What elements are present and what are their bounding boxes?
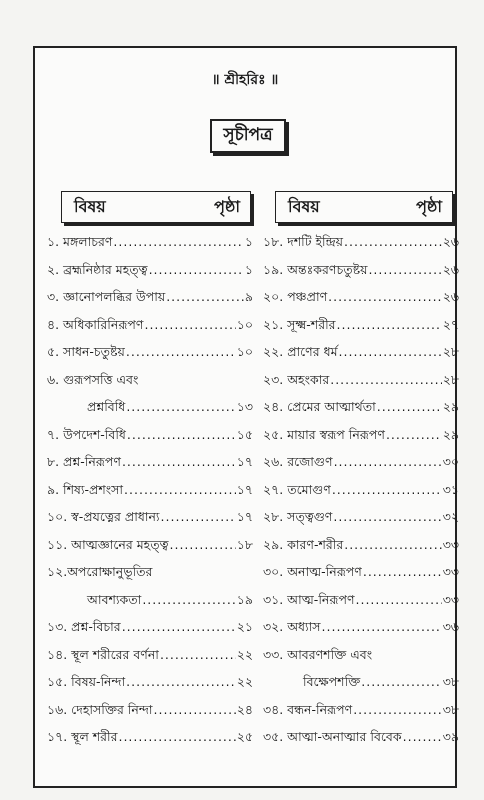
toc-entry [263,647,459,675]
toc-entry [47,509,253,537]
toc-entry-page: ৩০ [442,454,459,469]
dot-leader [166,289,244,304]
column-header [61,191,251,223]
dot-leader [377,399,442,414]
toc-entry-page: ১০ [236,344,253,359]
toc-entry [263,262,459,290]
header-subject: বিষয় [74,196,106,216]
toc-entry-title: আবশ্যকতা [87,591,142,607]
toc-entry-title: ৩২. অধ্যাস [263,619,321,634]
dot-leader [386,427,442,442]
toc-entry-page: ১৭ [236,454,253,469]
toc-entry [47,289,253,317]
toc-entry [263,399,459,427]
toc-entry-title: ২৮. সত্ত্বগুণ [263,509,333,524]
toc-entry-title: ৩৩. আবরণশক্তি এবং [263,646,373,662]
toc-entry [263,729,459,757]
toc-entry-page: ২৬ [442,289,459,304]
dot-leader [344,234,442,249]
toc-entry-page: ১৭ [236,509,253,524]
toc-entry-page: ৩২ [442,509,459,524]
toc-entry-page: ২২ [236,646,253,662]
dot-leader [337,317,442,332]
toc-entry-title: ২০. পঞ্চপ্রাণ [263,289,328,304]
toc-entry [47,344,253,372]
toc-entry [47,262,253,290]
toc-entry [47,592,253,620]
dot-leader [113,234,243,249]
toc-entry [47,647,253,675]
toc-entry [263,702,459,730]
header-page: পৃষ্ঠা [416,196,442,216]
toc-entry-title: ১. মঙ্গলাচরণ [47,234,113,249]
toc-entry [263,317,459,345]
toc-entry-page: ২৫ [236,729,253,744]
toc-entry-page: ৩৮ [442,701,459,717]
dot-leader [126,674,236,689]
toc-entry [263,592,459,620]
dot-leader [368,262,441,277]
toc-entry-page: ২৯ [442,399,459,414]
dot-leader [161,509,236,524]
dot-leader [118,729,235,744]
toc-entry-title: ২২. প্রাণের ধর্ম [263,344,338,359]
toc-entry-page: ২৬ [442,234,459,249]
dot-leader [322,619,442,634]
dot-leader [149,262,244,277]
dot-leader [339,344,442,359]
toc-entry [263,619,459,647]
dot-leader [142,592,235,607]
toc-entry-page: ৩৩ [442,564,459,579]
toc-entry-page: ১৮ [236,536,253,552]
toc-entry [263,509,459,537]
toc-entry-page: ২৯ [442,426,459,442]
toc-entry-title: ১৭. স্থূল শরীর [47,729,118,744]
toc-entry-title: ১৪. স্থূল শরীরের বর্ণনা [47,646,159,662]
toc-entry-title: ৫. সাধন-চতুষ্টয় [47,344,125,359]
toc-entry [263,289,459,317]
toc-entry-title: ২৬. রজোগুণ [263,454,333,469]
dot-leader [353,702,442,717]
toc-entry-page: ৩৩ [442,591,459,607]
toc-entry-title: ১২.অপরোক্ষানুভূতির [47,564,153,579]
toc-entry-title: ৬. গুরূপসত্তি এবং [47,371,139,387]
toc-entry [47,702,253,730]
toc-entry-title: ৩৫. আত্মা-অনাত্মার বিবেক [263,729,402,744]
toc-entry-title: প্রশ্নবিধি [87,399,126,414]
toc-entry [47,399,253,427]
toc-entry-title: ৩৪. বন্ধন-নিরূপণ [263,701,353,717]
toc-entry-page: ১৫ [236,426,253,442]
toc-entry [263,427,459,455]
dot-leader [127,427,236,442]
dot-leader [154,702,236,717]
dot-leader [144,317,235,332]
toc-entry-title: ২. ব্রহ্মনিষ্ঠার মহত্ত্ব [47,261,148,277]
toc-entry-page: ৩৯ [442,729,459,744]
toc-entry-page: ২৭ [442,316,459,332]
toc-entry-page: ২৪ [236,701,253,717]
toc-entry-page: ৩৩ [442,536,459,552]
toc-entry-page: ১০ [236,316,253,332]
toc-entry [47,619,253,647]
toc-entry [47,372,253,400]
toc-entry [47,234,253,262]
dot-leader [170,537,236,552]
toc-entry [47,427,253,455]
toc-entry [47,729,253,757]
toc-entry [47,482,253,510]
toc-list [263,234,459,757]
column-header [275,191,453,223]
dot-leader [122,454,236,469]
toc-entry-title: ১৮. দশটি ইন্দ্রিয় [263,234,344,249]
page-title: সূচীপত্র [210,119,286,153]
toc-entry-title: ২১. সূক্ষ্ম-শরীর [263,316,336,332]
dot-leader [334,454,442,469]
toc-entry-title: ৩১. আত্ম-নিরূপণ [263,591,355,607]
toc-entry-title: বিক্ষেপশক্তি [303,674,361,689]
header-subject: বিষয় [288,196,320,216]
toc-entry [263,564,459,592]
dot-leader [330,372,442,387]
toc-entry-title: ১৯. অন্তঃকরণচতুষ্টয় [263,261,368,277]
dot-leader [160,647,236,662]
toc-entry-title: ১০. স্ব-প্রযত্নের প্রাধান্য [47,509,160,524]
dot-leader [361,674,441,689]
toc-entry [47,454,253,482]
toc-entry-title: ১১. আত্মজ্ঞানের মহত্ত্ব [47,536,169,552]
toc-entry [47,537,253,565]
toc-entry-title: ৩. জ্ঞানোপলব্ধির উপায় [47,289,166,304]
toc-entry [263,234,459,262]
page-frame [33,46,457,788]
header-page: পৃষ্ঠা [214,196,240,216]
toc-entry-page: ২৬ [442,261,459,277]
toc-entry-title: ২৫. মায়ার স্বরূপ নিরূপণ [263,426,385,442]
dot-leader [403,729,442,744]
dot-leader [363,564,442,579]
dot-leader [332,482,442,497]
toc-entry-page: ২২ [236,674,253,689]
invocation-heading: ॥ শ্রীহরিঃ ॥ [211,72,279,88]
toc-entry-title: ১৬. দেহাসক্তির নিন্দা [47,701,153,717]
toc-entry-page: ১ [244,261,253,277]
toc-entry [47,317,253,345]
dot-leader [124,482,236,497]
toc-entry-page: ২১ [236,619,253,634]
toc-entry-page: ১ [244,234,253,249]
toc-entry-title: ২৩. অহংকার [263,371,330,387]
toc-entry [263,482,459,510]
dot-leader [344,537,442,552]
toc-entry [263,537,459,565]
toc-entry-title: ২৯. কারণ-শরীর [263,536,344,552]
dot-leader [126,344,236,359]
dot-leader [333,509,441,524]
toc-entry-page: ৩৮ [442,674,459,689]
toc-entry-title: ৪. অধিকারিনিরূপণ [47,316,144,332]
toc-entry-page: ১৩ [236,399,253,414]
toc-entry-page: ১৭ [236,481,253,497]
toc-entry-page: ২৮ [442,344,459,359]
toc-entry-title: ২৪. প্রেমের আত্মার্থতা [263,399,376,414]
toc-entry-title: ৯. শিষ্য-প্রশংসা [47,481,124,497]
toc-entry [47,564,253,592]
dot-leader [328,289,442,304]
toc-entry [263,372,459,400]
toc-entry-title: ৮. প্রশ্ন-নিরূপণ [47,454,121,469]
toc-entry-page: ৯ [244,289,253,304]
toc-column-right [263,191,459,757]
toc-entry-page: ২৮ [442,371,459,387]
dot-leader [122,619,236,634]
toc-entry-title: ১৫. বিষয়-নিন্দা [47,674,126,689]
toc-entry-title: ১৩. প্রশ্ন-বিচার [47,619,121,634]
toc-entry [47,674,253,702]
toc-entry [263,454,459,482]
toc-entry [263,344,459,372]
toc-entry-title: ৩০. অনাত্ম-নিরূপণ [263,564,362,579]
toc-column-left [47,191,253,757]
dot-leader [126,399,235,414]
toc-list [47,234,253,757]
dot-leader [356,592,442,607]
toc-entry-title: ২৭. তমোগুণ [263,481,331,497]
toc-entry-title: ৭. উপদেশ-বিধি [47,426,126,442]
toc-entry-page: ১৯ [236,591,253,607]
toc-entry-page: ৩৬ [442,619,459,634]
toc-entry-page: ৩১ [442,481,459,497]
toc-entry [263,674,459,702]
